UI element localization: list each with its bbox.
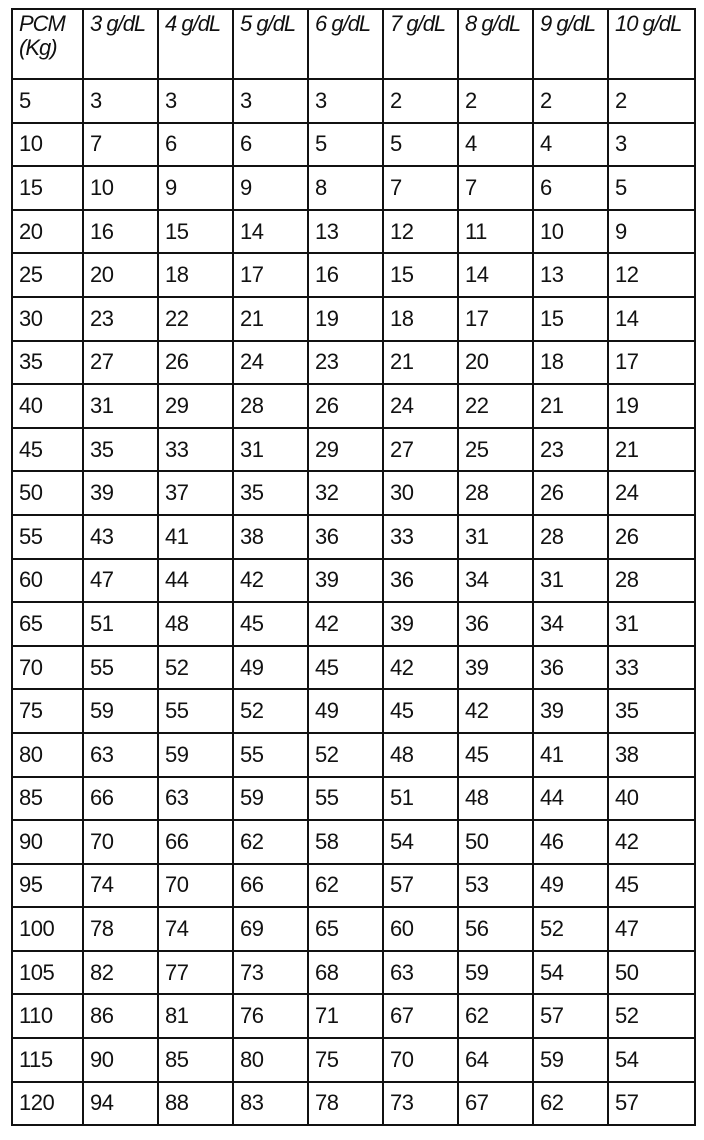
value-cell: 55	[308, 777, 383, 821]
value-cell: 40	[608, 777, 695, 821]
value-cell: 19	[308, 297, 383, 341]
pcm-cell: 35	[12, 341, 83, 385]
value-cell: 52	[533, 907, 608, 951]
value-cell: 39	[533, 689, 608, 733]
value-cell: 56	[458, 907, 533, 951]
value-cell: 68	[308, 951, 383, 995]
pcm-cell: 90	[12, 820, 83, 864]
value-cell: 38	[233, 515, 308, 559]
table-row	[12, 79, 695, 123]
pcm-cell: 60	[12, 559, 83, 603]
value-cell: 5	[308, 123, 383, 167]
value-cell: 55	[233, 733, 308, 777]
value-cell: 78	[308, 1082, 383, 1126]
value-cell: 7	[83, 123, 158, 167]
value-cell: 47	[608, 907, 695, 951]
value-cell: 81	[158, 994, 233, 1038]
value-cell: 18	[383, 297, 458, 341]
pcm-cell: 75	[12, 689, 83, 733]
value-cell: 24	[608, 471, 695, 515]
pcm-cell: 55	[12, 515, 83, 559]
pcm-cell: 110	[12, 994, 83, 1038]
value-cell: 52	[158, 646, 233, 690]
value-cell: 45	[308, 646, 383, 690]
value-cell: 74	[158, 907, 233, 951]
value-cell: 59	[83, 689, 158, 733]
value-cell: 14	[458, 253, 533, 297]
value-cell: 19	[608, 384, 695, 428]
value-cell: 29	[158, 384, 233, 428]
value-cell: 39	[383, 602, 458, 646]
value-cell: 71	[308, 994, 383, 1038]
value-cell: 27	[383, 428, 458, 472]
value-cell: 23	[308, 341, 383, 385]
value-cell: 38	[608, 733, 695, 777]
value-cell: 59	[158, 733, 233, 777]
pcm-cell: 115	[12, 1038, 83, 1082]
pcm-cell: 85	[12, 777, 83, 821]
value-cell: 8	[308, 166, 383, 210]
pcm-cell: 5	[12, 79, 83, 123]
value-cell: 42	[458, 689, 533, 733]
value-cell: 76	[233, 994, 308, 1038]
value-cell: 69	[233, 907, 308, 951]
value-cell: 50	[458, 820, 533, 864]
table-row	[12, 951, 695, 995]
value-cell: 62	[308, 864, 383, 908]
value-cell: 49	[233, 646, 308, 690]
value-cell: 55	[83, 646, 158, 690]
value-cell: 58	[308, 820, 383, 864]
value-cell: 33	[608, 646, 695, 690]
value-cell: 33	[158, 428, 233, 472]
value-cell: 52	[608, 994, 695, 1038]
value-cell: 67	[458, 1082, 533, 1126]
value-cell: 17	[608, 341, 695, 385]
table-row	[12, 602, 695, 646]
pcm-cell: 50	[12, 471, 83, 515]
value-cell: 45	[233, 602, 308, 646]
value-cell: 77	[158, 951, 233, 995]
value-cell: 3	[158, 79, 233, 123]
column-header-concentration: 5 g/dL	[233, 9, 308, 79]
value-cell: 36	[383, 559, 458, 603]
pcm-cell: 10	[12, 123, 83, 167]
column-header-concentration: 6 g/dL	[308, 9, 383, 79]
table-row	[12, 297, 695, 341]
data-table	[11, 8, 696, 1126]
value-cell: 13	[308, 210, 383, 254]
value-cell: 39	[308, 559, 383, 603]
value-cell: 6	[158, 123, 233, 167]
value-cell: 49	[533, 864, 608, 908]
value-cell: 18	[158, 253, 233, 297]
table-row	[12, 341, 695, 385]
value-cell: 28	[233, 384, 308, 428]
pcm-cell: 65	[12, 602, 83, 646]
value-cell: 15	[158, 210, 233, 254]
value-cell: 15	[533, 297, 608, 341]
value-cell: 31	[458, 515, 533, 559]
value-cell: 42	[608, 820, 695, 864]
value-cell: 31	[608, 602, 695, 646]
value-cell: 73	[233, 951, 308, 995]
value-cell: 17	[233, 253, 308, 297]
value-cell: 54	[533, 951, 608, 995]
value-cell: 26	[608, 515, 695, 559]
value-cell: 21	[233, 297, 308, 341]
value-cell: 90	[83, 1038, 158, 1082]
value-cell: 10	[83, 166, 158, 210]
table-row	[12, 994, 695, 1038]
value-cell: 88	[158, 1082, 233, 1126]
value-cell: 2	[383, 79, 458, 123]
value-cell: 85	[158, 1038, 233, 1082]
value-cell: 12	[383, 210, 458, 254]
pcm-cell: 25	[12, 253, 83, 297]
value-cell: 41	[533, 733, 608, 777]
value-cell: 34	[458, 559, 533, 603]
value-cell: 78	[83, 907, 158, 951]
value-cell: 3	[308, 79, 383, 123]
value-cell: 50	[608, 951, 695, 995]
table-row	[12, 471, 695, 515]
value-cell: 16	[83, 210, 158, 254]
value-cell: 26	[158, 341, 233, 385]
value-cell: 57	[383, 864, 458, 908]
value-cell: 24	[383, 384, 458, 428]
value-cell: 39	[458, 646, 533, 690]
value-cell: 15	[383, 253, 458, 297]
value-cell: 9	[608, 210, 695, 254]
value-cell: 59	[533, 1038, 608, 1082]
value-cell: 6	[233, 123, 308, 167]
value-cell: 4	[458, 123, 533, 167]
pcm-cell: 105	[12, 951, 83, 995]
value-cell: 66	[83, 777, 158, 821]
column-header-concentration: 8 g/dL	[458, 9, 533, 79]
value-cell: 80	[233, 1038, 308, 1082]
value-cell: 47	[83, 559, 158, 603]
value-cell: 66	[233, 864, 308, 908]
value-cell: 74	[83, 864, 158, 908]
value-cell: 36	[308, 515, 383, 559]
table-row	[12, 253, 695, 297]
pcm-cell: 20	[12, 210, 83, 254]
table-body	[12, 79, 695, 1125]
value-cell: 62	[233, 820, 308, 864]
value-cell: 31	[83, 384, 158, 428]
value-cell: 3	[608, 123, 695, 167]
value-cell: 57	[533, 994, 608, 1038]
table-row	[12, 646, 695, 690]
value-cell: 22	[158, 297, 233, 341]
value-cell: 10	[533, 210, 608, 254]
value-cell: 6	[533, 166, 608, 210]
value-cell: 34	[533, 602, 608, 646]
pcm-cell: 70	[12, 646, 83, 690]
value-cell: 14	[233, 210, 308, 254]
value-cell: 32	[308, 471, 383, 515]
table-row	[12, 210, 695, 254]
value-cell: 36	[533, 646, 608, 690]
value-cell: 14	[608, 297, 695, 341]
value-cell: 21	[383, 341, 458, 385]
pcm-cell: 120	[12, 1082, 83, 1126]
value-cell: 24	[233, 341, 308, 385]
value-cell: 2	[608, 79, 695, 123]
value-cell: 70	[383, 1038, 458, 1082]
value-cell: 63	[383, 951, 458, 995]
value-cell: 5	[383, 123, 458, 167]
value-cell: 54	[383, 820, 458, 864]
pcm-cell: 95	[12, 864, 83, 908]
value-cell: 57	[608, 1082, 695, 1126]
table-header	[12, 9, 695, 79]
value-cell: 45	[608, 864, 695, 908]
column-header-concentration: 9 g/dL	[533, 9, 608, 79]
value-cell: 20	[458, 341, 533, 385]
value-cell: 64	[458, 1038, 533, 1082]
value-cell: 27	[83, 341, 158, 385]
value-cell: 37	[158, 471, 233, 515]
value-cell: 13	[533, 253, 608, 297]
value-cell: 2	[533, 79, 608, 123]
value-cell: 59	[458, 951, 533, 995]
column-header-concentration: 10 g/dL	[608, 9, 695, 79]
value-cell: 5	[608, 166, 695, 210]
value-cell: 52	[308, 733, 383, 777]
value-cell: 35	[83, 428, 158, 472]
value-cell: 51	[383, 777, 458, 821]
value-cell: 9	[233, 166, 308, 210]
table-row	[12, 907, 695, 951]
value-cell: 65	[308, 907, 383, 951]
pcm-cell: 40	[12, 384, 83, 428]
value-cell: 41	[158, 515, 233, 559]
value-cell: 53	[458, 864, 533, 908]
value-cell: 82	[83, 951, 158, 995]
value-cell: 63	[158, 777, 233, 821]
value-cell: 67	[383, 994, 458, 1038]
column-header-concentration: 7 g/dL	[383, 9, 458, 79]
value-cell: 45	[383, 689, 458, 733]
table-row	[12, 820, 695, 864]
table-row	[12, 777, 695, 821]
value-cell: 3	[83, 79, 158, 123]
value-cell: 70	[158, 864, 233, 908]
table-row	[12, 1038, 695, 1082]
column-header-pcm: PCM (Kg)	[12, 9, 83, 79]
table-row	[12, 123, 695, 167]
value-cell: 44	[533, 777, 608, 821]
value-cell: 42	[233, 559, 308, 603]
value-cell: 73	[383, 1082, 458, 1126]
pcm-cell: 80	[12, 733, 83, 777]
value-cell: 59	[233, 777, 308, 821]
value-cell: 63	[83, 733, 158, 777]
value-cell: 51	[83, 602, 158, 646]
value-cell: 35	[608, 689, 695, 733]
value-cell: 62	[533, 1082, 608, 1126]
pcm-cell: 100	[12, 907, 83, 951]
value-cell: 33	[383, 515, 458, 559]
value-cell: 45	[458, 733, 533, 777]
value-cell: 20	[83, 253, 158, 297]
value-cell: 23	[533, 428, 608, 472]
value-cell: 46	[533, 820, 608, 864]
value-cell: 17	[458, 297, 533, 341]
value-cell: 26	[533, 471, 608, 515]
value-cell: 48	[458, 777, 533, 821]
value-cell: 49	[308, 689, 383, 733]
value-cell: 42	[308, 602, 383, 646]
column-header-concentration: 3 g/dL	[83, 9, 158, 79]
value-cell: 42	[383, 646, 458, 690]
table-row	[12, 689, 695, 733]
value-cell: 70	[83, 820, 158, 864]
value-cell: 9	[158, 166, 233, 210]
pcm-cell: 30	[12, 297, 83, 341]
table-row	[12, 166, 695, 210]
value-cell: 31	[533, 559, 608, 603]
table-row	[12, 515, 695, 559]
value-cell: 29	[308, 428, 383, 472]
value-cell: 60	[383, 907, 458, 951]
value-cell: 43	[83, 515, 158, 559]
value-cell: 21	[533, 384, 608, 428]
value-cell: 83	[233, 1082, 308, 1126]
value-cell: 18	[533, 341, 608, 385]
value-cell: 75	[308, 1038, 383, 1082]
value-cell: 26	[308, 384, 383, 428]
value-cell: 11	[458, 210, 533, 254]
value-cell: 94	[83, 1082, 158, 1126]
value-cell: 21	[608, 428, 695, 472]
value-cell: 35	[233, 471, 308, 515]
value-cell: 39	[83, 471, 158, 515]
value-cell: 4	[533, 123, 608, 167]
header-row	[12, 9, 695, 79]
value-cell: 12	[608, 253, 695, 297]
value-cell: 16	[308, 253, 383, 297]
value-cell: 31	[233, 428, 308, 472]
value-cell: 3	[233, 79, 308, 123]
value-cell: 66	[158, 820, 233, 864]
table-row	[12, 1082, 695, 1126]
value-cell: 7	[458, 166, 533, 210]
table-row	[12, 559, 695, 603]
value-cell: 48	[383, 733, 458, 777]
value-cell: 7	[383, 166, 458, 210]
value-cell: 55	[158, 689, 233, 733]
table-row	[12, 384, 695, 428]
column-header-concentration: 4 g/dL	[158, 9, 233, 79]
pcm-cell: 15	[12, 166, 83, 210]
value-cell: 30	[383, 471, 458, 515]
value-cell: 22	[458, 384, 533, 428]
value-cell: 2	[458, 79, 533, 123]
value-cell: 54	[608, 1038, 695, 1082]
value-cell: 28	[458, 471, 533, 515]
value-cell: 44	[158, 559, 233, 603]
table-row	[12, 733, 695, 777]
value-cell: 52	[233, 689, 308, 733]
pcm-cell: 45	[12, 428, 83, 472]
value-cell: 25	[458, 428, 533, 472]
value-cell: 28	[533, 515, 608, 559]
table-row	[12, 864, 695, 908]
value-cell: 86	[83, 994, 158, 1038]
value-cell: 28	[608, 559, 695, 603]
value-cell: 48	[158, 602, 233, 646]
value-cell: 23	[83, 297, 158, 341]
table-row	[12, 428, 695, 472]
value-cell: 62	[458, 994, 533, 1038]
value-cell: 36	[458, 602, 533, 646]
